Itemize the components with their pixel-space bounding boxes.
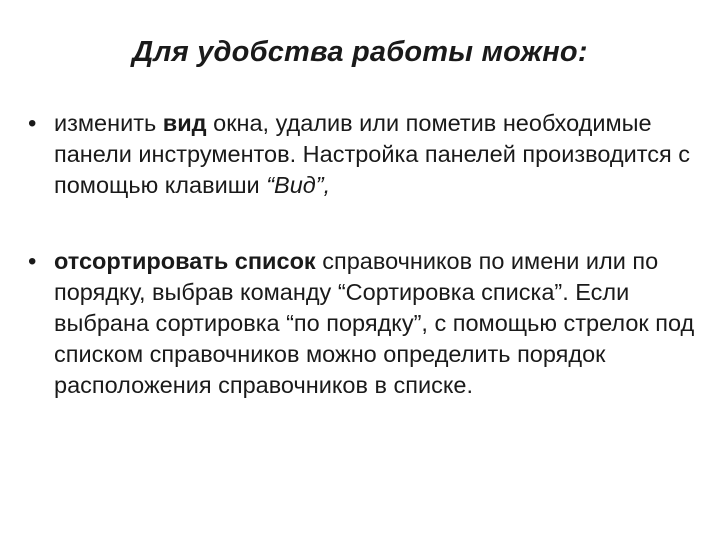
bullet-item-change-view — [26, 108, 696, 201]
bullet-text-segment-bold: вид — [162, 110, 207, 136]
bullet-dot-icon: • — [28, 248, 37, 275]
bullet-dot-icon: • — [28, 110, 37, 137]
bullet-text-segment-italic: “Вид”, — [266, 172, 331, 198]
bullet-text-segment: изменить — [54, 110, 163, 136]
bullet-text-segment-bold: отсортировать список — [54, 248, 316, 274]
bullet-text-segment: окна, удалив или пометив необходимые панели инструментов. Настройка панелей производится с помощью клавиши — [54, 110, 691, 198]
bullet-list — [26, 108, 696, 401]
bullet-text-segment: справочников по имени или по порядку, выбрав команду “Сортировка списка”. Если выбрана сортировка “по порядку”, с помощью стрелок под списком справочников можно определить порядок расположения справочников в списке. — [54, 248, 695, 398]
slide-title: Для удобства работы можно: — [132, 36, 588, 68]
bullet-item-sort-list — [26, 246, 696, 401]
